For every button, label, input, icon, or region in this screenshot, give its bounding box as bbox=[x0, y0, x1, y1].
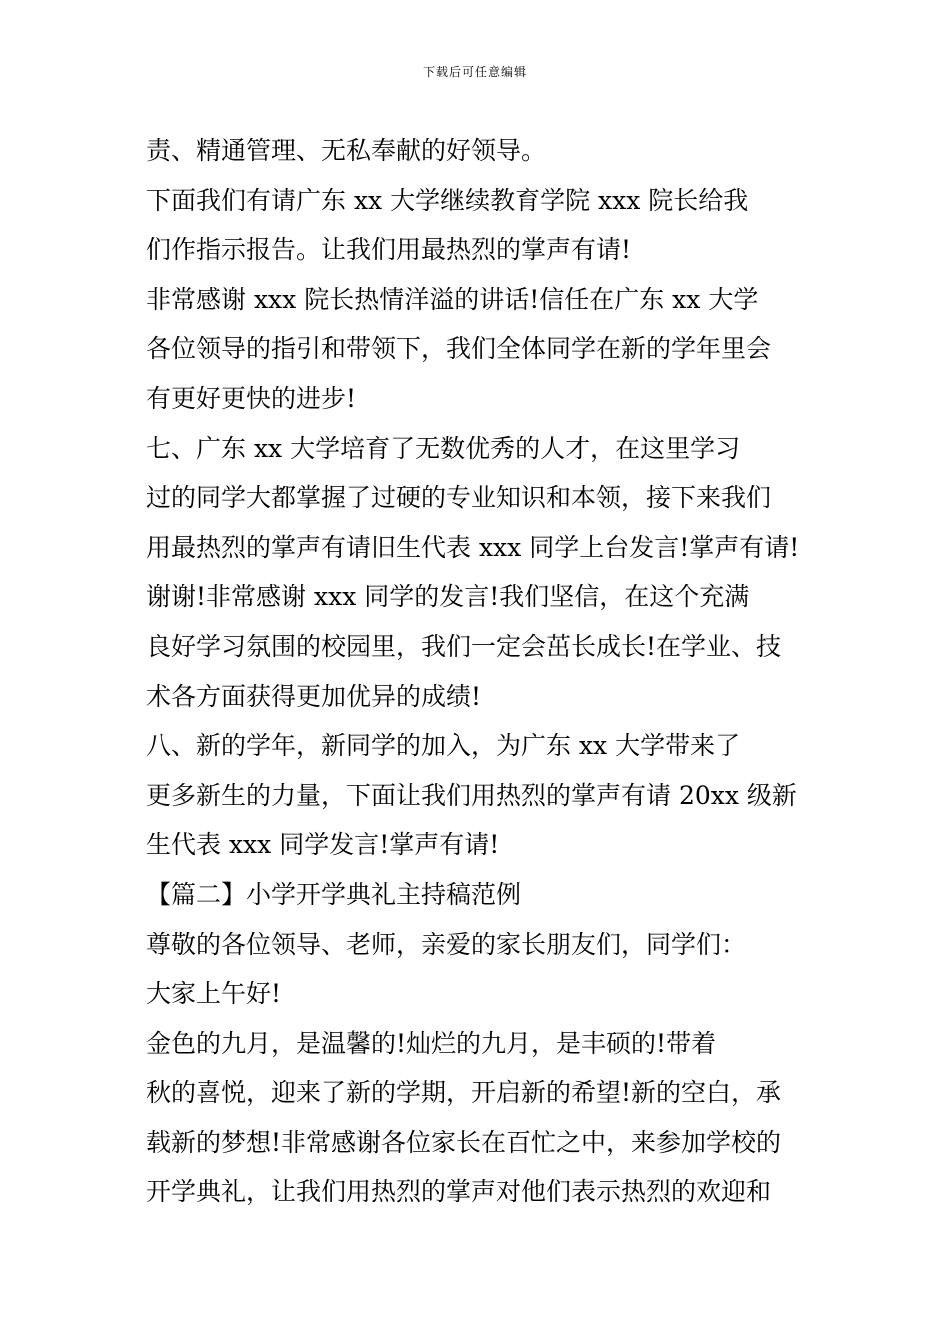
paragraph-line: 用最热烈的掌声有请旧生代表 xxx 同学上台发言!掌声有请! bbox=[146, 532, 800, 562]
paragraph-line: 八、新的学年，新同学的加入，为广东 xx 大学带来了 bbox=[146, 731, 741, 761]
paragraph-line: 金色的九月，是温馨的!灿烂的九月，是丰硕的!带着 bbox=[146, 1028, 717, 1058]
paragraph-line: 们作指示报告。让我们用最热烈的掌声有请! bbox=[146, 235, 632, 265]
paragraph-line: 尊敬的各位领导、老师，亲爱的家长朋友们，同学们： bbox=[146, 929, 747, 959]
paragraph-line: 七、广东 xx 大学培育了无数优秀的人才，在这里学习 bbox=[146, 433, 741, 463]
page-header-note: 下载后可任意编辑 bbox=[422, 65, 527, 79]
paragraph-line: 秋的喜悦，迎来了新的学期，开启新的希望!新的空白，承 bbox=[146, 1078, 782, 1108]
paragraph-line: 大家上午好! bbox=[146, 979, 282, 1009]
paragraph-line: 下面我们有请广东 xx 大学继续教育学院 xxx 院长给我 bbox=[146, 185, 749, 215]
paragraph-line: 载新的梦想!非常感谢各位家长在百忙之中，来参加学校的 bbox=[146, 1127, 782, 1157]
paragraph-line: 责、精通管理、无私奉献的好领导。 bbox=[146, 136, 547, 165]
paragraph-line: 过的同学大都掌握了过硬的专业知识和本领，接下来我们 bbox=[146, 483, 772, 513]
document-body bbox=[146, 126, 816, 1217]
paragraph-line: 开学典礼，让我们用热烈的掌声对他们表示热烈的欢迎和 bbox=[146, 1177, 772, 1207]
paragraph-line: 良好学习氛围的校园里，我们一定会茁长成长!在学业、技 bbox=[146, 631, 782, 661]
paragraph-line: 各位领导的指引和带领下，我们全体同学在新的学年里会 bbox=[146, 334, 772, 364]
paragraph-line: 更多新生的力量，下面让我们用热烈的掌声有请 20xx 级新 bbox=[146, 780, 797, 810]
paragraph-line: 非常感谢 xxx 院长热情洋溢的讲话!信任在广东 xx 大学 bbox=[146, 284, 759, 314]
paragraph-line: 生代表 xxx 同学发言!掌声有请! bbox=[146, 830, 500, 860]
paragraph-line: 谢谢!非常感谢 xxx 同学的发言!我们坚信，在这个充满 bbox=[146, 582, 750, 612]
paragraph-line: 有更好更快的进步! bbox=[146, 383, 357, 413]
paragraph-line: 术各方面获得更加优异的成绩! bbox=[146, 681, 482, 711]
section-heading: 【篇二】小学开学典礼主持稿范例 bbox=[146, 879, 522, 909]
